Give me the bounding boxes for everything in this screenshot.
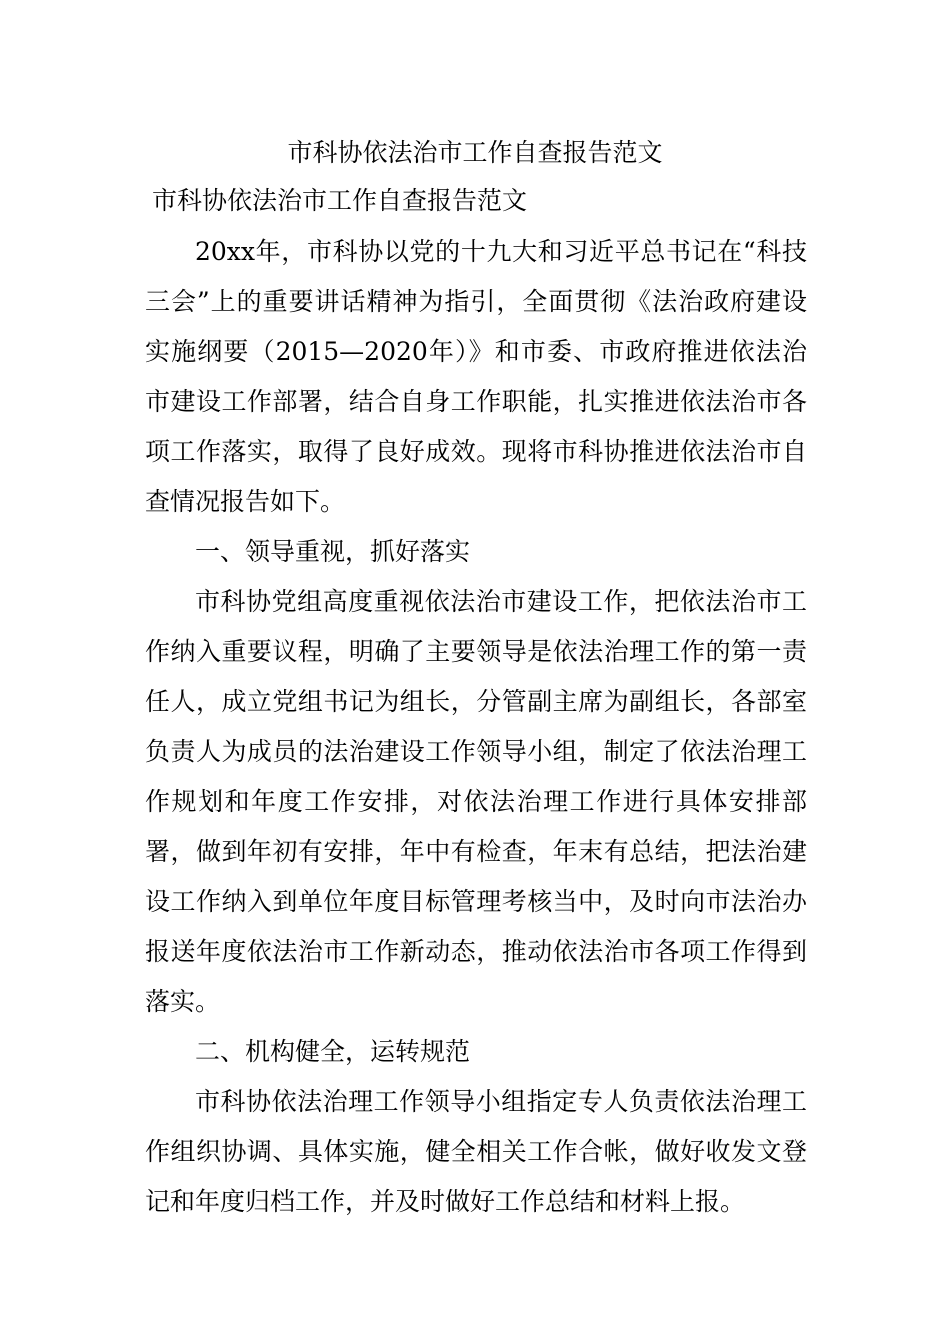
section2-heading: 二、机构健全，运转规范 [195,1037,471,1066]
section2-paragraph: 市科协依法治理工作领导小组指定专人负责依法治理工作组织协调、具体实施，健全相关工作合帐，做好收发文登记和年度归档工作，并及时做好工作总结和材料上报。 [145,1087,807,1216]
document-title: 市科协依法治市工作自查报告范文 [287,138,663,167]
document-body [145,227,807,1227]
section1-paragraph: 市科协党组高度重视依法治市建设工作，把依法治市工作纳入重要议程，明确了主要领导是依法治理工作的第一责任人，成立党组书记为组长，分管副主席为副组长，各部室负责人为成员的法治建设工作领导小组，制定了依法治理工作规划和年度工作安排，对依法治理工作进行具体安排部署，做到年初有安排，年中有检查，年末有总结，把法治建设工作纳入到单位年度目标管理考核当中，及时向市法治办报送年度依法治市工作新动态，推动依法治市各项工作得到落实。 [145,587,807,1016]
intro-paragraph: 20xx年，市科协以党的十九大和习近平总书记在“科技三会”上的重要讲话精神为指引，全面贯彻《法治政府建设实施纲要（2015—2020年）》和市委、市政府推进依法治市建设工作部署，结合自身工作职能，扎实推进依法治市各项工作落实，取得了良好成效。现将市科协推进依法治市自查情况报告如下。 [145,237,807,516]
section1-heading: 一、领导重视，抓好落实 [195,537,471,566]
document-subtitle: 市科协依法治市工作自查报告范文 [152,186,528,215]
